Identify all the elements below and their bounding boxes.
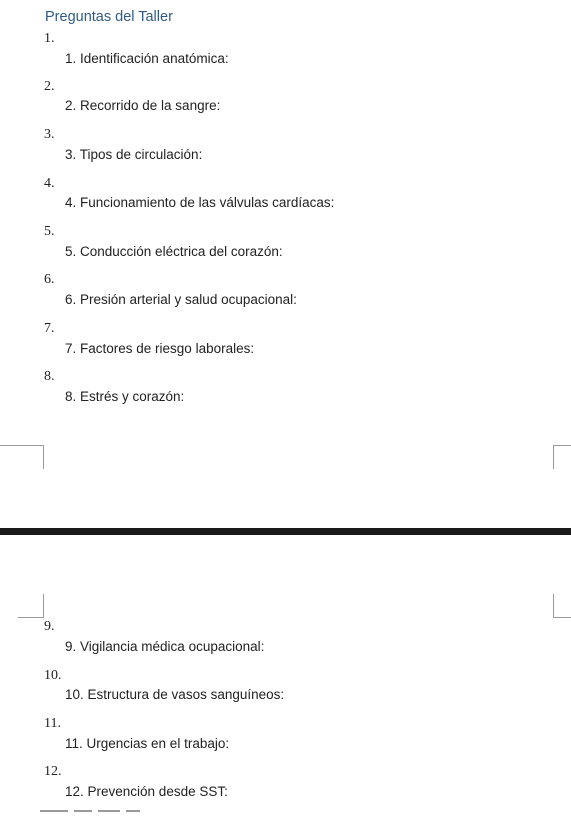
list-number: 12. (44, 764, 62, 779)
question-item: 7. Factores de riesgo laborales: (65, 341, 255, 356)
crop-mark-bottom-left (0, 445, 44, 446)
question-item: 12. Prevención desde SST: (65, 784, 228, 799)
question-item: 6. Presión arterial y salud ocupacional: (65, 292, 297, 307)
list-number: 1. (44, 31, 55, 46)
question-item: 9. Vigilancia médica ocupacional: (65, 639, 265, 654)
question-item: 4. Funcionamiento de las válvulas cardíacas: (65, 195, 335, 210)
list-number: 5. (44, 224, 55, 239)
list-number: 6. (44, 272, 55, 287)
list-number: 10. (44, 668, 62, 683)
list-number: 9. (44, 619, 55, 634)
section-heading: Preguntas del Taller (45, 9, 173, 25)
list-number: 2. (44, 79, 55, 94)
list-number: 3. (44, 127, 55, 142)
list-number: 11. (44, 716, 61, 731)
question-item: 3. Tipos de circulación: (65, 147, 203, 162)
list-number: 8. (44, 369, 55, 384)
crop-mark-top-left (43, 594, 44, 618)
crop-mark-top-right (553, 594, 554, 618)
question-item: 11. Urgencias en el trabajo: (65, 736, 230, 751)
list-number: 4. (44, 176, 55, 191)
crop-mark-top-left (18, 617, 44, 618)
question-item: 1. Identificación anatómica: (65, 51, 229, 66)
question-item: 2. Recorrido de la sangre: (65, 98, 221, 113)
list-number: 7. (44, 321, 55, 336)
page-separator (0, 528, 571, 535)
cut-off-text-line (40, 810, 160, 816)
crop-mark-bottom-left (43, 445, 44, 469)
crop-mark-bottom-right (553, 445, 554, 469)
crop-mark-top-right (553, 617, 571, 618)
question-item: 10. Estructura de vasos sanguíneos: (65, 687, 285, 702)
question-item: 8. Estrés y corazón: (65, 389, 185, 404)
crop-mark-bottom-right (553, 445, 571, 446)
question-item: 5. Conducción eléctrica del corazón: (65, 244, 283, 259)
